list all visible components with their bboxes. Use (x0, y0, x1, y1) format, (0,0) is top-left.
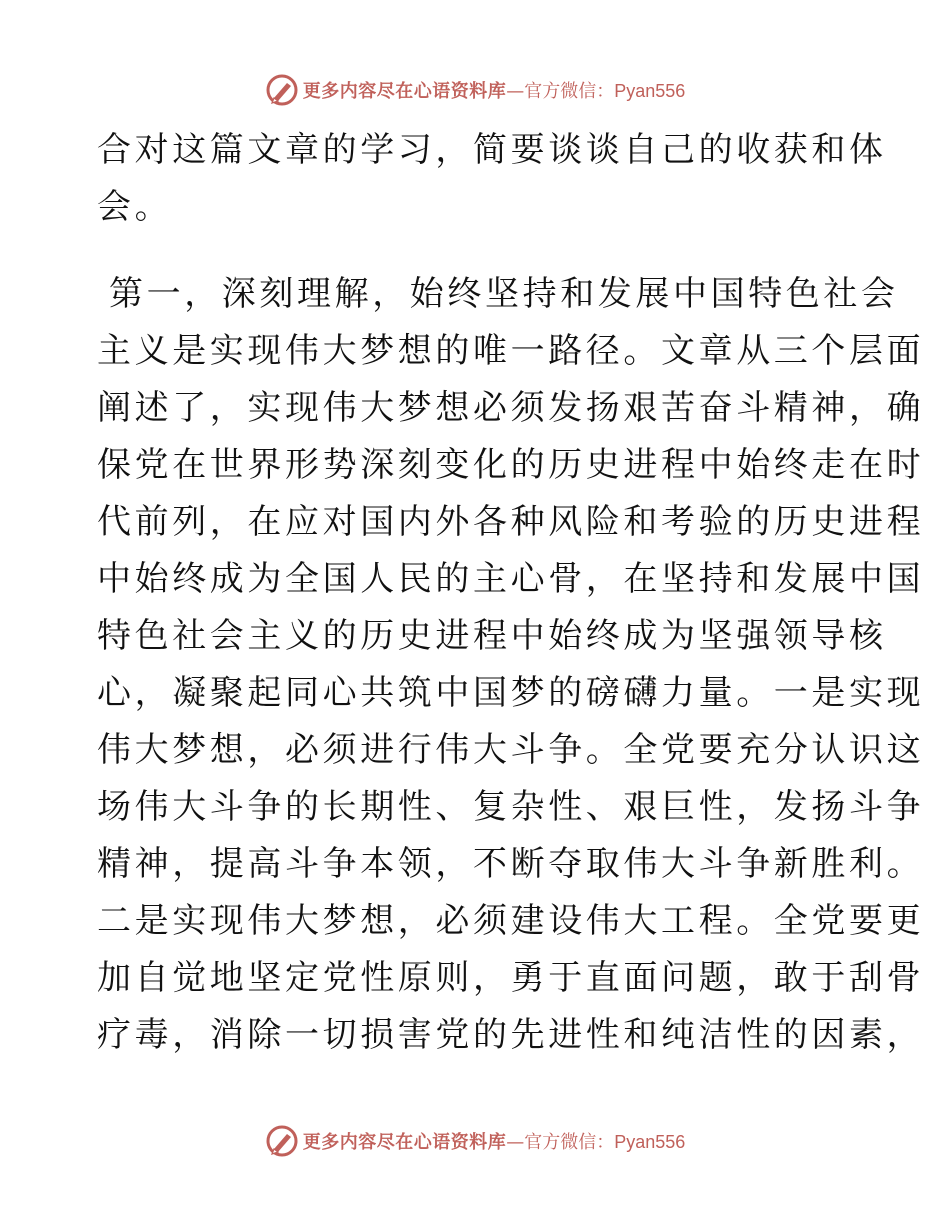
text-line: 合对这篇文章的学习，简要谈谈自己的收获和体 (97, 130, 887, 170)
text-line: 阐述了，实现伟大梦想必须发扬艰苦奋斗精神，确 (97, 388, 925, 428)
watermark-text (303, 77, 686, 103)
text-line: 伟大梦想，必须进行伟大斗争。全党要充分认识这 (97, 730, 925, 770)
watermark-footer (0, 1121, 950, 1161)
paragraph-2 (97, 266, 925, 1064)
text-line: 中始终成为全国人民的主心骨，在坚持和发展中国 (97, 559, 925, 599)
text-line: 二是实现伟大梦想，必须建设伟大工程。全党要更 (97, 901, 925, 941)
pen-logo-icon (265, 1124, 299, 1158)
watermark-header (0, 70, 950, 110)
watermark-text (303, 1128, 686, 1154)
watermark-main-text: 更多内容尽在心语资料库 (302, 81, 507, 102)
pen-logo-icon (265, 73, 299, 107)
paragraph-1 (97, 122, 887, 236)
text-line: 特色社会主义的历史进程中始终成为坚强领导核 (97, 616, 887, 656)
text-line: 场伟大斗争的长期性、复杂性、艰巨性，发扬斗争 (97, 787, 925, 827)
text-line: 会。 (97, 187, 173, 227)
text-line: 心，凝聚起同心共筑中国梦的磅礴力量。一是实现 (97, 673, 925, 713)
watermark-account-label: 官方微信： (524, 1132, 615, 1153)
document-body (97, 122, 925, 1064)
text-line: 精神，提高斗争本领，不断夺取伟大斗争新胜利。 (97, 844, 925, 884)
watermark-account-id: Pyan556 (614, 1132, 686, 1152)
watermark-dash: — (506, 1132, 525, 1153)
text-line: 代前列，在应对国内外各种风险和考验的历史进程 (97, 502, 925, 542)
watermark-main-text: 更多内容尽在心语资料库 (302, 1132, 507, 1153)
text-line: 第一，深刻理解，始终坚持和发展中国特色社会 (109, 274, 899, 314)
paragraph-gap (97, 236, 857, 266)
watermark-dash: — (506, 81, 525, 102)
text-line: 保党在世界形势深刻变化的历史进程中始终走在时 (97, 445, 925, 485)
watermark-account-label: 官方微信： (524, 81, 615, 102)
text-line: 疗毒，消除一切损害党的先进性和纯洁性的因素， (97, 1015, 925, 1055)
watermark-account-id: Pyan556 (614, 81, 686, 101)
text-line: 主义是实现伟大梦想的唯一路径。文章从三个层面 (97, 331, 925, 371)
text-line: 加自觉地坚定党性原则，勇于直面问题，敢于刮骨 (97, 958, 925, 998)
